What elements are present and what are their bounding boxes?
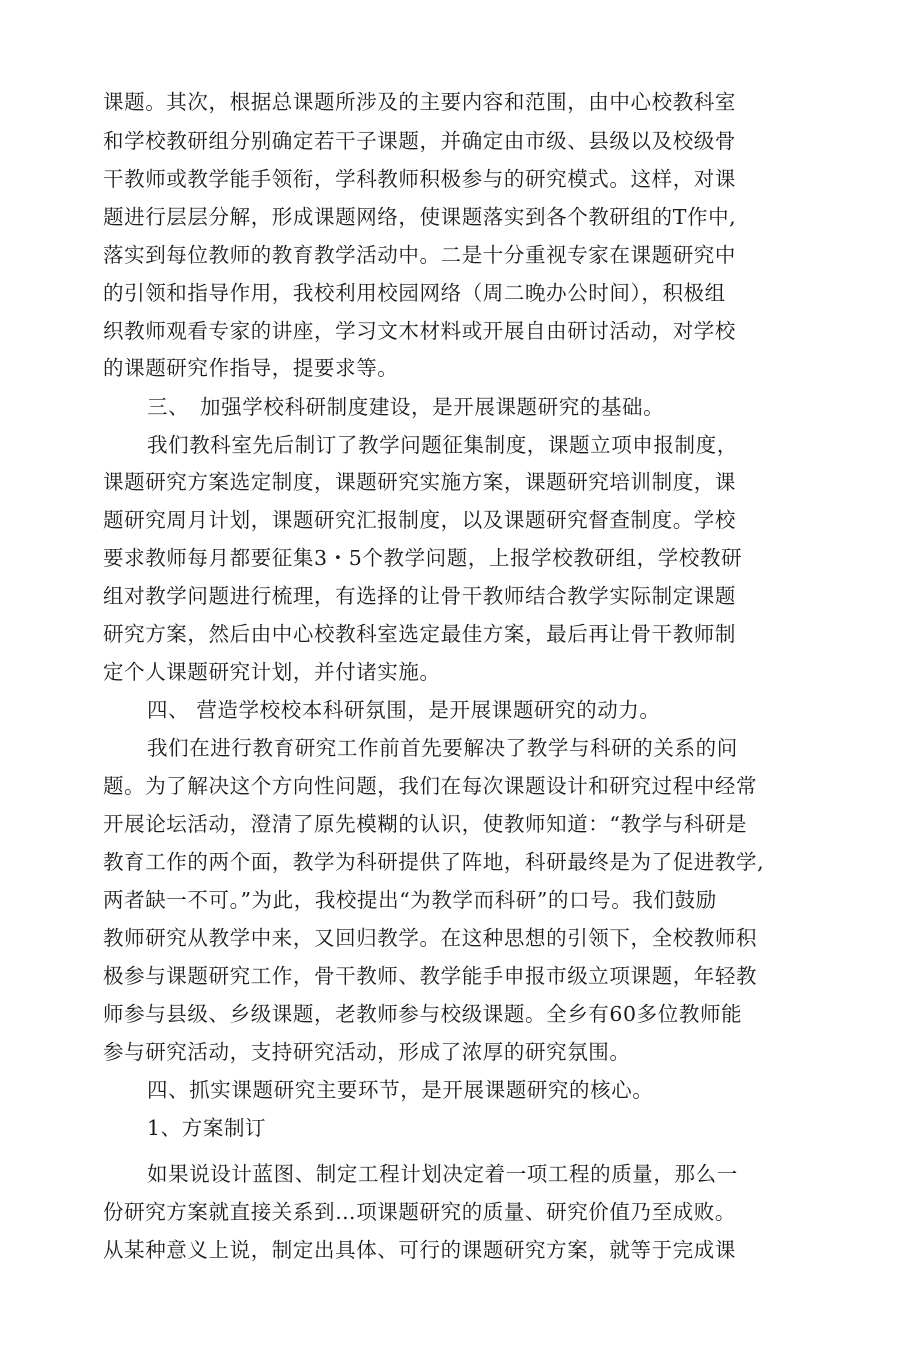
section-heading: 三、 加强学校科研制度建设，是开展课题研究的基础。 [147,395,665,419]
text-line: 如果说设计蓝图、制定工程计划决定着一项工程的质量，那么一 [147,1162,738,1186]
text-line: 织教师观看专家的讲座，学习文木材料或开展自由研讨活动，对学校 [103,319,736,343]
text-line: 课题研究方案选定制度，课题研究实施方案，课题研究培训制度，课 [103,470,736,494]
text-line: 题研究周月计划，课题研究汇报制度，以及课题研究督查制度。学校 [103,508,736,532]
text-line: 份研究方案就直接关系到…项课题研究的质量、研究价值乃至成败。 [103,1200,736,1224]
text-line: 要求教师每月都要征集3・5个教学问题，上报学校教研组，学校教研 [103,546,743,570]
text-line: 两者缺一不可。”为此，我校提出“为教学而科研”的口号。我们鼓励 [103,888,717,912]
section-heading: 四、抓实课题研究主要环节，是开展课题研究的核心。 [147,1078,654,1102]
text-line: 师参与县级、乡级课题，老教师参与校级课题。全乡有60多位教师能 [103,1002,743,1026]
text-line: 参与研究活动，支持研究活动，形成了浓厚的研究氛围。 [103,1040,631,1064]
text-line: 的引领和指导作用，我校利用校园网络（周二晚办公时间），积极组 [103,281,726,305]
text-line: 研究方案，然后由中心校教科室选定最佳方案，最后再让骨干教师制 [103,622,736,646]
text-line: 极参与课题研究工作，骨干教师、教学能手申报市级立项课题，年轻教 [103,964,758,988]
text-line: 开展论坛活动，澄清了原先模糊的认识，使教师知道：“教学与科研是 [103,812,748,836]
text-line: 和学校教研组分别确定若干子课题，并确定由市级、县级以及校级骨 [103,129,736,153]
text-line: 我们教科室先后制订了教学问题征集制度，课题立项申报制度， [147,433,738,457]
text-line: 课题。其次，根据总课题所涉及的主要内容和范围，由中心校教科室 [103,90,736,114]
text-line: 题进行层层分解，形成课题网络，使课题落实到各个教研组的T作中, [103,205,737,229]
text-line: 干教师或教学能手领衔，学科教师积极参与的研究模式。这样，对课 [103,167,736,191]
text-line: 落实到每位教师的教育教学活动中。二是十分重视专家在课题研究中 [103,243,736,267]
text-line: 教师研究从教学中来，又回归教学。在这种思想的引领下，全校教师积 [103,926,758,950]
text-line: 教育工作的两个面，教学为科研提供了阵地，科研最终是为了促进教学, [103,850,765,874]
subsection-heading: 1、方案制订 [147,1116,267,1140]
text-line: 定个人课题研究计划，并付诸实施。 [103,660,441,684]
text-line: 的课题研究作指导，提要求等。 [103,356,399,380]
text-line: 我们在进行教育研究工作前首先要解决了教学与科研的关系的问 [147,736,738,760]
text-line: 组对教学问题进行梳理，有选择的让骨干教师结合教学实际制定课题 [103,584,736,608]
text-line: 题。为了解决这个方向性问题，我们在每次课题设计和研究过程中经常 [103,774,758,798]
section-heading: 四、 营造学校校本科研氛围，是开展课题研究的动力。 [147,698,661,722]
text-line: 从某种意义上说，制定出具体、可行的课题研究方案，就等于完成课 [103,1238,736,1262]
